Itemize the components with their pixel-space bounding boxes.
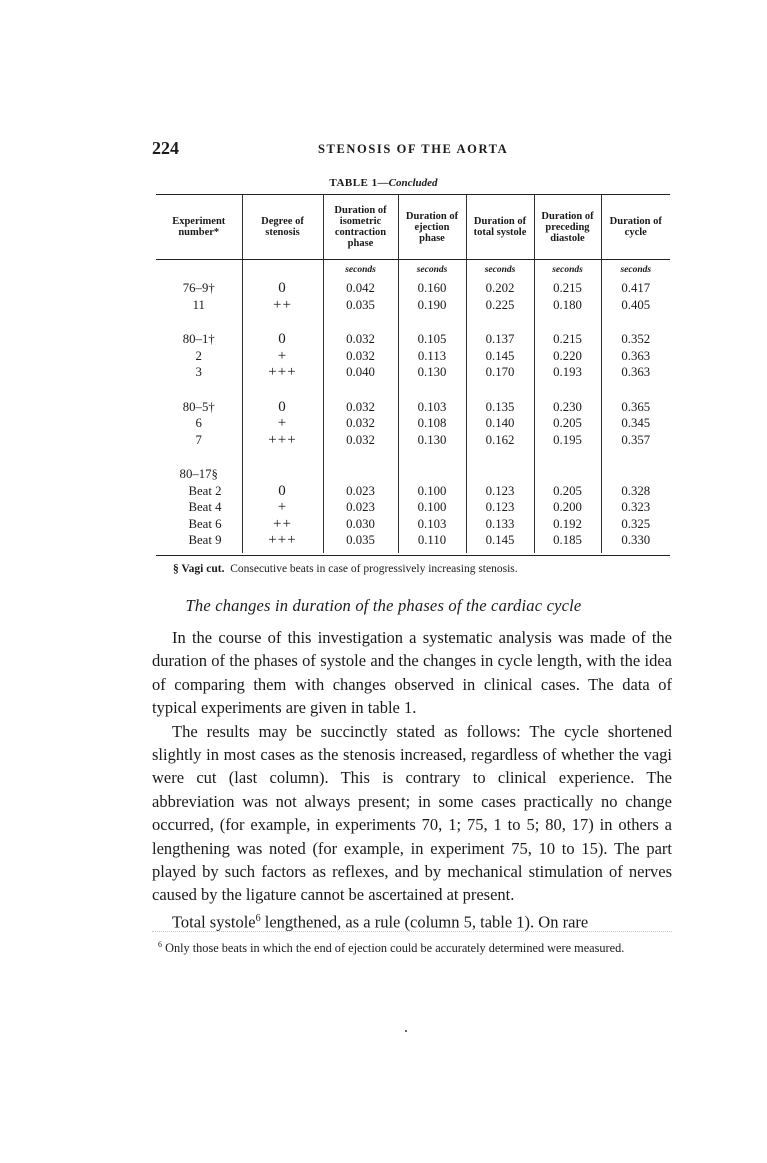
experiment-cell: 7 (195, 432, 202, 447)
duration-cell: 0.328 (601, 483, 670, 500)
stenosis-cell: 0 (242, 399, 323, 416)
table-row (156, 331, 670, 348)
duration-cell: 0.100 (398, 483, 466, 500)
stenosis-cell: +++ (242, 364, 323, 381)
duration-cell: 0.103 (398, 516, 466, 533)
table-row (156, 364, 670, 381)
duration-cell: 0.030 (323, 516, 398, 533)
unit-cell: seconds (534, 260, 601, 281)
column-header: Duration of preceding diastole (534, 195, 601, 260)
duration-cell: 0.193 (534, 364, 601, 381)
empty-cell (398, 466, 466, 483)
duration-cell: 0.110 (398, 532, 466, 553)
group-label-row (156, 466, 670, 483)
duration-cell: 0.032 (323, 415, 398, 432)
duration-cell: 0.180 (534, 297, 601, 314)
body-text (152, 626, 672, 934)
table-row (156, 415, 670, 432)
table-row (156, 348, 670, 365)
unit-cell: seconds (601, 260, 670, 281)
spacer-cell (242, 313, 323, 331)
section-heading: The changes in duration of the phases of the cardiac cycle (185, 596, 582, 615)
table-bottom-rule (156, 555, 670, 556)
unit-cell (242, 260, 323, 281)
unit-cell: seconds (323, 260, 398, 281)
empty-cell (601, 466, 670, 483)
column-header: Degree of stenosis (242, 195, 323, 260)
duration-cell: 0.192 (534, 516, 601, 533)
duration-cell: 0.123 (466, 483, 534, 500)
duration-cell: 0.145 (466, 532, 534, 553)
data-table (156, 195, 670, 553)
duration-cell: 0.035 (323, 297, 398, 314)
footnote-separator (152, 931, 672, 932)
spacer-cell (466, 448, 534, 466)
duration-cell: 0.357 (601, 432, 670, 449)
duration-cell: 0.130 (398, 364, 466, 381)
duration-cell: 0.032 (323, 348, 398, 365)
duration-cell: 0.162 (466, 432, 534, 449)
spacer-cell (156, 313, 242, 331)
duration-cell: 0.365 (601, 399, 670, 416)
experiment-cell: Beat 6 (188, 516, 222, 531)
duration-cell: 0.040 (323, 364, 398, 381)
duration-cell: 0.042 (323, 280, 398, 297)
column-header: Duration of total systole (466, 195, 534, 260)
table-row (156, 532, 670, 553)
spacer-row (156, 448, 670, 466)
duration-cell: 0.190 (398, 297, 466, 314)
duration-cell: 0.417 (601, 280, 670, 297)
table-header-row (156, 195, 670, 260)
spacer-cell (466, 313, 534, 331)
spacer-cell (242, 448, 323, 466)
table-row (156, 280, 670, 297)
table-row (156, 499, 670, 516)
last-line-pre: Total systole (172, 912, 256, 932)
duration-cell: 0.145 (466, 348, 534, 365)
duration-cell: 0.032 (323, 399, 398, 416)
spacer-cell (156, 381, 242, 399)
duration-cell: 0.330 (601, 532, 670, 553)
table-caption (0, 177, 767, 189)
spacer-cell (323, 313, 398, 331)
duration-cell: 0.200 (534, 499, 601, 516)
last-line-post: lengthened, as a rule (column 5, table 1). On rare (260, 912, 589, 932)
spacer-cell (601, 448, 670, 466)
paragraph: In the course of this investigation a systematic analysis was made of the duration of the phases of systole and the changes in cycle length, with the idea of comparing them with changes observed in clinical cases. The data of typical experiments are given in table 1. (152, 628, 672, 718)
running-title: STENOSIS OF THE AORTA (318, 142, 509, 156)
empty-cell (323, 466, 398, 483)
duration-cell: 0.103 (398, 399, 466, 416)
spacer-cell (601, 381, 670, 399)
unit-cell (156, 260, 242, 281)
empty-cell (242, 466, 323, 483)
group-label: 80–17§ (179, 467, 218, 481)
spacer-cell (534, 448, 601, 466)
table-footnote (173, 563, 518, 575)
paragraph: The results may be succinctly stated as follows: The cycle shortened slightly in most cases as the stenosis increased, regardless of whether the vagi were cut (last column). This is contrary to clinical experience. The abbreviation was not always present; in some cases practically no change occurred, (for example, in experiments 70, 1; 75, 1 to 5; 80, 17) in others a lengthening was noted (for example, in experiment 75, 10 to 15). The part played by such factors as reflexes, and by mechanical stimulation of nerves caused by the ligature cannot be ascertained at present. (152, 721, 672, 905)
spacer-cell (534, 381, 601, 399)
stenosis-cell: +++ (242, 532, 323, 553)
duration-cell: 0.140 (466, 415, 534, 432)
duration-cell: 0.220 (534, 348, 601, 365)
experiment-cell: 80–1† (182, 332, 215, 346)
duration-cell: 0.032 (323, 331, 398, 348)
duration-cell: 0.035 (323, 532, 398, 553)
duration-cell: 0.170 (466, 364, 534, 381)
duration-cell: 0.325 (601, 516, 670, 533)
spacer-cell (466, 381, 534, 399)
duration-cell: 0.345 (601, 415, 670, 432)
paragraph-continued (152, 907, 672, 934)
table-caption-suffix: —Concluded (377, 177, 438, 189)
column-header: Experiment number* (156, 195, 242, 260)
duration-cell: 0.205 (534, 483, 601, 500)
stenosis-cell: + (242, 348, 323, 365)
column-header: Duration of isometric contraction phase (323, 195, 398, 260)
spacer-cell (398, 381, 466, 399)
page-footnote-number: 6 (158, 940, 162, 949)
duration-cell: 0.225 (466, 297, 534, 314)
experiment-cell: 6 (195, 416, 202, 430)
spacer-cell (601, 313, 670, 331)
duration-cell: 0.363 (601, 348, 670, 365)
spacer-row (156, 313, 670, 331)
duration-cell: 0.133 (466, 516, 534, 533)
column-header: Duration of cycle (601, 195, 670, 260)
experiment-cell: Beat 9 (188, 533, 222, 547)
spacer-cell (323, 381, 398, 399)
table-row (156, 297, 670, 314)
duration-cell: 0.202 (466, 280, 534, 297)
stenosis-cell: ++ (242, 516, 323, 533)
duration-cell: 0.032 (323, 432, 398, 449)
spacer-cell (398, 448, 466, 466)
table-footnote-text: Consecutive beats in case of progressively increasing stenosis. (230, 563, 518, 575)
table-caption-label: TABLE 1 (329, 177, 378, 189)
duration-cell: 0.100 (398, 499, 466, 516)
duration-cell: 0.137 (466, 331, 534, 348)
stenosis-cell: ++ (242, 297, 323, 314)
unit-cell: seconds (466, 260, 534, 281)
duration-cell: 0.185 (534, 532, 601, 553)
stenosis-cell: + (242, 415, 323, 432)
table-footnote-mark: § Vagi cut. (173, 563, 225, 575)
duration-cell: 0.105 (398, 331, 466, 348)
speck (405, 1030, 407, 1032)
stenosis-cell: 0 (242, 331, 323, 348)
duration-cell: 0.160 (398, 280, 466, 297)
units-row (156, 260, 670, 281)
spacer-cell (323, 448, 398, 466)
spacer-cell (398, 313, 466, 331)
duration-cell: 0.215 (534, 280, 601, 297)
duration-cell: 0.205 (534, 415, 601, 432)
table-row (156, 399, 670, 416)
experiment-cell: 3 (195, 365, 202, 379)
empty-cell (466, 466, 534, 483)
spacer-cell (156, 448, 242, 466)
stenosis-cell: +++ (242, 432, 323, 449)
experiment-cell: 2 (195, 348, 202, 363)
page-footnote (152, 935, 672, 958)
experiment-cell: Beat 2 (188, 483, 222, 498)
stenosis-cell: + (242, 499, 323, 516)
duration-cell: 0.023 (323, 499, 398, 516)
table-row (156, 432, 670, 449)
duration-cell: 0.113 (398, 348, 466, 365)
spacer-cell (242, 381, 323, 399)
experiment-cell: Beat 4 (188, 500, 222, 514)
footnote-ref: 6 (255, 912, 261, 924)
unit-cell: seconds (398, 260, 466, 281)
duration-cell: 0.123 (466, 499, 534, 516)
duration-cell: 0.130 (398, 432, 466, 449)
empty-cell (534, 466, 601, 483)
duration-cell: 0.230 (534, 399, 601, 416)
page-number: 224 (152, 138, 179, 158)
stenosis-cell: 0 (242, 483, 323, 500)
spacer-cell (534, 313, 601, 331)
experiment-cell: 80–5† (182, 399, 215, 414)
experiment-cell: 76–9† (182, 281, 215, 295)
stenosis-cell: 0 (242, 280, 323, 297)
column-header: Duration of ejection phase (398, 195, 466, 260)
duration-cell: 0.195 (534, 432, 601, 449)
duration-cell: 0.352 (601, 331, 670, 348)
table-row (156, 483, 670, 500)
duration-cell: 0.215 (534, 331, 601, 348)
experiment-cell: 11 (192, 297, 205, 312)
duration-cell: 0.405 (601, 297, 670, 314)
spacer-row (156, 381, 670, 399)
table-row (156, 516, 670, 533)
duration-cell: 0.363 (601, 364, 670, 381)
duration-cell: 0.108 (398, 415, 466, 432)
duration-cell: 0.023 (323, 483, 398, 500)
duration-cell: 0.135 (466, 399, 534, 416)
page-footnote-text: Only those beats in which the end of ejection could be accurately determined were measured. (165, 941, 625, 956)
duration-cell: 0.323 (601, 499, 670, 516)
